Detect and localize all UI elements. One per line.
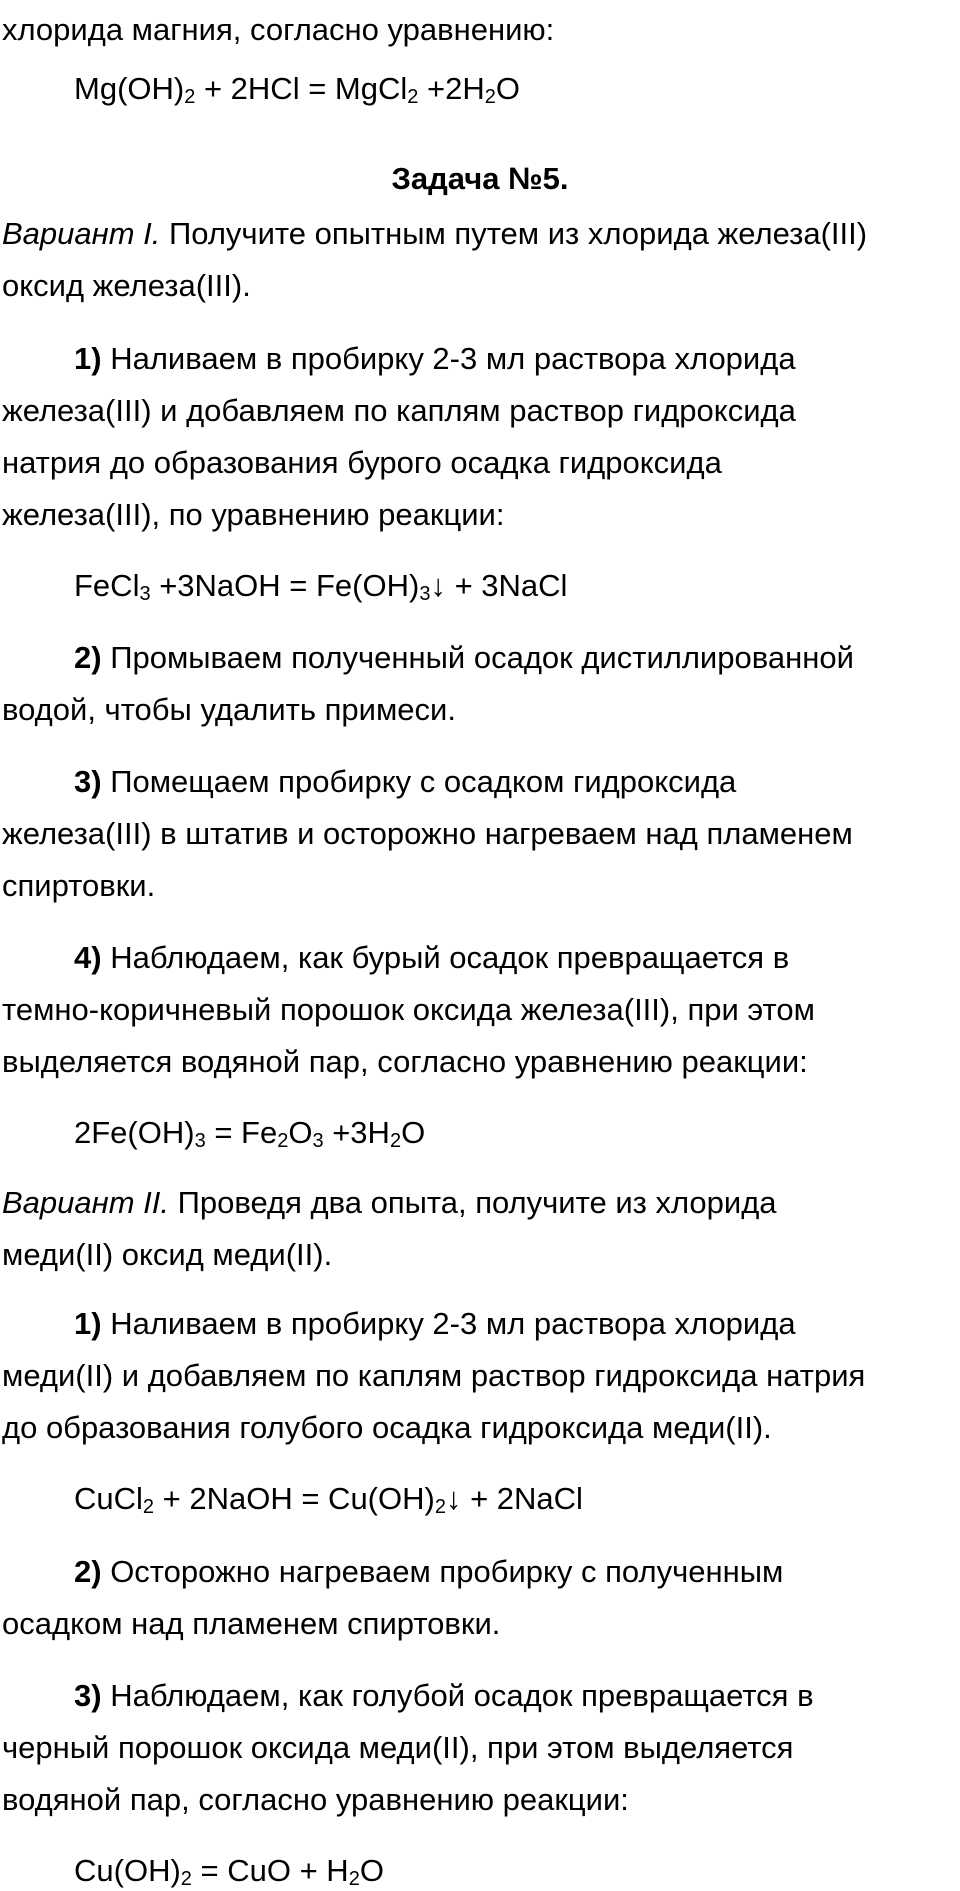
variant1-heading-line2 — [2, 266, 251, 306]
equation-part: O — [495, 71, 520, 106]
task-title-text: Задача №5. — [391, 161, 569, 196]
variant1-step1-line4 — [2, 495, 504, 535]
equation-subscript: 2 — [434, 1496, 446, 1518]
equation-subscript: 2 — [484, 86, 496, 108]
variant1-text: оксид железа(III). — [2, 268, 251, 303]
equation-subscript: 2 — [277, 1130, 289, 1152]
variant1-step4-line2 — [2, 990, 815, 1030]
equation-cuoh2-decomp — [74, 1851, 384, 1891]
equation-part: = CuO + H — [191, 1853, 349, 1888]
equation-part: + 2HCl = MgCl — [195, 71, 408, 106]
step-number: 1) — [74, 1306, 102, 1341]
step-text: железа(III), по уравнению реакции: — [2, 497, 505, 532]
intro-text: хлорида магния, согласно уравнению: — [2, 12, 555, 47]
step-number: 4) — [74, 940, 102, 975]
equation-subscript: 2 — [142, 1496, 155, 1518]
step-number: 2) — [74, 640, 102, 675]
variant1-step4 — [74, 938, 789, 978]
variant2-step3 — [74, 1676, 814, 1716]
equation-part: +3H — [323, 1115, 390, 1150]
variant2-heading — [2, 1183, 777, 1223]
equation-part: Mg(OH) — [74, 71, 185, 106]
task-title — [0, 159, 960, 199]
equation-feoh3-decomp — [74, 1113, 425, 1153]
variant2-step3-line3 — [2, 1780, 629, 1820]
equation-part: +3NaOH = Fe(OH) — [150, 568, 420, 603]
variant2-step1-line2 — [2, 1356, 865, 1396]
variant1-step4-line3 — [2, 1042, 808, 1082]
variant1-step1 — [74, 339, 796, 379]
variant1-step2-line2 — [2, 690, 456, 730]
equation-subscript: 2 — [348, 1868, 360, 1890]
variant2-step1-line3 — [2, 1408, 772, 1448]
step-number: 1) — [74, 341, 102, 376]
step-text: железа(III) и добавляем по каплям раствор гидроксида — [2, 393, 796, 428]
step-text: водой, чтобы удалить примеси. — [2, 692, 456, 727]
variant2-step1 — [74, 1304, 796, 1344]
step-text: натрия до образования бурого осадка гидроксида — [2, 445, 722, 480]
equation-subscript: 2 — [180, 1868, 192, 1890]
step-text: железа(III) в штатив и осторожно нагреваем над пламенем — [2, 816, 853, 851]
step-text: Наливаем в пробирку 2-3 мл раствора хлорида — [101, 1306, 796, 1341]
step-text: черный порошок оксида меди(II), при этом выделяется — [2, 1730, 794, 1765]
equation-part: Cu(OH) — [74, 1853, 181, 1888]
step-text: Наблюдаем, как голубой осадок превращается в — [101, 1678, 814, 1713]
step-number: 2) — [74, 1554, 102, 1589]
equation-subscript: 3 — [312, 1130, 324, 1152]
variant1-step2 — [74, 638, 854, 678]
equation-part: O — [359, 1853, 384, 1888]
intro-line — [2, 10, 554, 50]
step-text: выделяется водяной пар, согласно уравнению реакции: — [2, 1044, 808, 1079]
variant2-step2 — [74, 1552, 783, 1592]
variant1-step3 — [74, 762, 736, 802]
variant1-heading — [2, 214, 867, 254]
step-text: меди(II) и добавляем по каплям раствор гидроксида натрия — [2, 1358, 866, 1393]
equation-part: +2H — [418, 71, 485, 106]
equation-subscript: 2 — [389, 1130, 402, 1152]
variant2-step2-line2 — [2, 1604, 500, 1644]
variant1-step1-line3 — [2, 443, 722, 483]
equation-part: ↓ + 3NaCl — [430, 568, 568, 603]
equation-subscript: 3 — [194, 1130, 206, 1152]
variant1-step3-line3 — [2, 866, 155, 906]
equation-part: = Fe — [205, 1115, 278, 1150]
step-text: Наблюдаем, как бурый осадок превращается в — [101, 940, 790, 975]
step-text: Наливаем в пробирку 2-3 мл раствора хлорида — [101, 341, 796, 376]
step-text: Помещаем пробирку с осадком гидроксида — [101, 764, 737, 799]
equation-cucl2-naoh — [74, 1479, 583, 1519]
equation-fecl3-naoh — [74, 566, 567, 606]
variant1-text: Получите опытным путем из хлорида железа(III) — [160, 216, 868, 251]
equation-part: O — [288, 1115, 313, 1150]
equation-mg-oh — [74, 69, 520, 109]
equation-part: CuCl — [74, 1481, 143, 1516]
step-text: Промываем полученный осадок дистиллированной — [101, 640, 854, 675]
variant2-heading-line2 — [2, 1235, 332, 1275]
variant1-step3-line2 — [2, 814, 853, 854]
equation-part: FeCl — [74, 568, 140, 603]
variant2-step3-line2 — [2, 1728, 793, 1768]
equation-part: O — [401, 1115, 426, 1150]
equation-part: 2Fe(OH) — [74, 1115, 195, 1150]
variant2-label: Вариант II. — [2, 1185, 169, 1220]
step-number: 3) — [74, 764, 102, 799]
step-number: 3) — [74, 1678, 102, 1713]
equation-subscript: 3 — [419, 583, 431, 605]
step-text: осадком над пламенем спиртовки. — [2, 1606, 501, 1641]
step-text: Осторожно нагреваем пробирку с полученным — [101, 1554, 784, 1589]
equation-subscript: 2 — [184, 86, 196, 108]
equation-part: ↓ + 2NaCl — [445, 1481, 583, 1516]
step-text: темно-коричневый порошок оксида железа(III), при этом — [2, 992, 815, 1027]
equation-subscript: 3 — [139, 583, 151, 605]
step-text: спиртовки. — [2, 868, 156, 903]
step-text: водяной пар, согласно уравнению реакции: — [2, 1782, 629, 1817]
equation-subscript: 2 — [407, 86, 419, 108]
equation-part: + 2NaOH = Cu(OH) — [154, 1481, 435, 1516]
step-text: до образования голубого осадка гидроксида меди(II). — [2, 1410, 772, 1445]
variant1-step1-line2 — [2, 391, 796, 431]
variant2-text: Проведя два опыта, получите из хлорида — [168, 1185, 777, 1220]
variant2-text: меди(II) оксид меди(II). — [2, 1237, 333, 1272]
variant1-label: Вариант I. — [2, 216, 161, 251]
